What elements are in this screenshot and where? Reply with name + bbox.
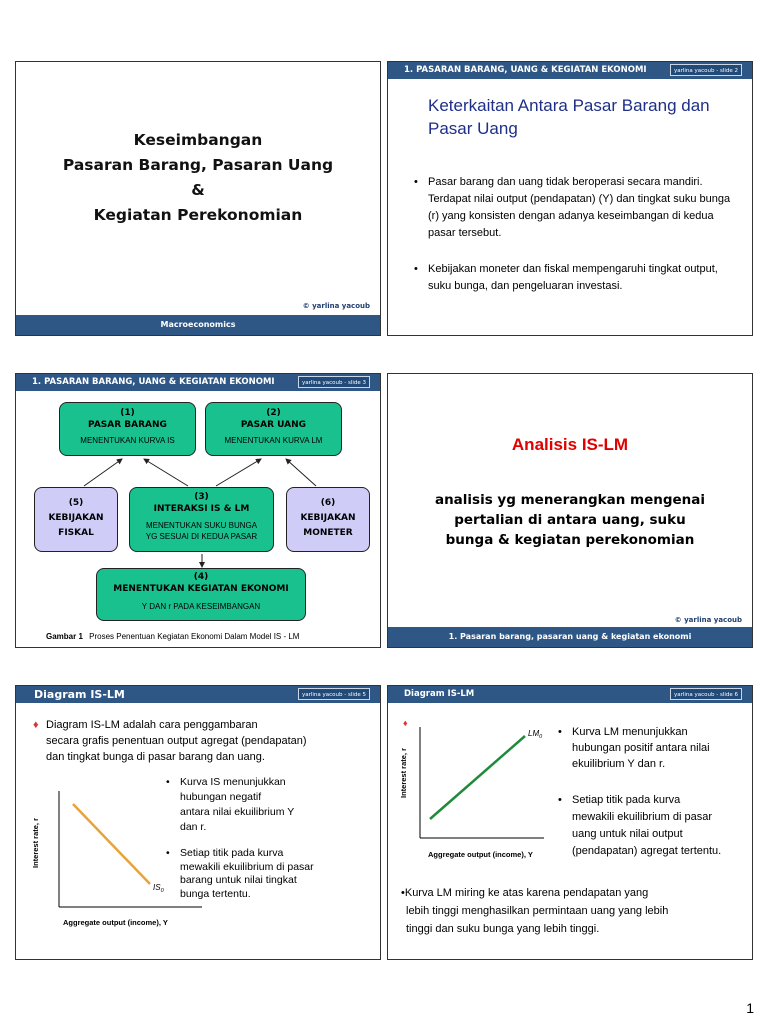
box3-number: (3): [194, 492, 209, 502]
lm-x-axis-label: Aggregate output (income), Y: [428, 850, 533, 859]
slide6-bullet1-line2: hubungan positif antara nilai: [572, 742, 710, 754]
page-number: 1: [746, 1000, 754, 1016]
slide6-bullet-1: [558, 724, 710, 772]
box4-title: MENENTUKAN KEGIATAN EKONOMI: [113, 584, 289, 594]
slide6-bottom-line1: •Kurva LM miring ke atas karena pendapatan yang: [401, 887, 649, 899]
slide6-bottom-line2: lebih tinggi menghasilkan permintaan uang yang lebih: [406, 905, 669, 917]
slide2-bullet-2-text: Kebijakan moneter dan fiskal mempengaruhi tingkat output, suku bunga, dan pengeluaran investasi.: [428, 263, 718, 292]
slide6-bottom-line3: tinggi dan suku bunga yang lebih tinggi.: [406, 923, 600, 935]
box6-number: (6): [320, 498, 336, 508]
slide4-body-line2: pertalian di antara uang, suku: [454, 512, 686, 528]
slide1-copyright: © yarlina yacoub: [302, 302, 370, 310]
figure-caption: [46, 632, 299, 641]
slide2-tag: yarlina yacoub - slide 2: [670, 64, 742, 76]
slide5-bullet2-line3: barang untuk nilai tingkat: [180, 874, 297, 886]
box1-sub: MENENTUKAN KURVA IS: [80, 436, 175, 445]
slide6-bottom-note: [401, 884, 668, 938]
slide2-bullet-2: [414, 261, 738, 295]
slide-4: [387, 373, 753, 648]
bullet-dot: •: [166, 776, 170, 788]
box-pasar-uang: [205, 402, 342, 456]
slide5-bullet2-line1: Setiap titik pada kurva: [180, 847, 284, 859]
slide5-intro-line1: Diagram IS-LM adalah cara penggambaran: [46, 719, 258, 731]
bullet-dot: •: [414, 176, 418, 188]
slide1-title-line2: Pasaran Barang, Pasaran Uang: [62, 156, 334, 174]
slide-6: [387, 685, 753, 960]
box1-title: PASAR BARANG: [88, 420, 167, 430]
lm-y-axis-label: Interest rate, r: [399, 747, 408, 798]
box6-line1: KEBIJAKAN: [300, 513, 356, 523]
slide2-title: Keterkaitan Antara Pasar Barang dan Pasar Uang: [428, 96, 710, 138]
slide6-bullet-2: [558, 792, 722, 860]
figure-caption-text: Proses Penentuan Kegiatan Ekonomi Dalam Model IS - LM: [89, 632, 300, 641]
slide4-body-line3: bunga & kegiatan perekonomian: [445, 532, 695, 548]
slide-1: [15, 61, 381, 336]
bullet-dot: •: [558, 726, 562, 738]
bullet-dot: •: [166, 847, 170, 859]
is-curve-label-main: IS: [153, 883, 161, 892]
slide1-footer: Macroeconomics: [16, 315, 380, 335]
box6-line2: MONETER: [303, 528, 353, 538]
diamond-bullet-icon: ♦: [33, 719, 39, 731]
slide2-header: [388, 62, 752, 79]
slide5-intro-line2: secara grafis penentuan output agregat (pendapatan): [46, 735, 307, 747]
box5-line1: KEBIJAKAN: [48, 513, 104, 523]
box2-number: (2): [266, 408, 281, 418]
slide5-bullet1-line4: dan r.: [180, 821, 207, 833]
bullet-dot: •: [414, 263, 418, 275]
slide4-title: Analisis IS-LM: [511, 435, 629, 454]
slide5-intro-line3: dan tingkat bunga di pasar barang dan uang.: [46, 751, 265, 763]
slide-3: [15, 373, 381, 648]
is-x-axis-label: Aggregate output (income), Y: [63, 918, 168, 927]
is-curve: [73, 804, 150, 884]
box-interaksi-is-lm: [129, 487, 274, 552]
slide5-bullet2-line2: mewakili ekuilibrium di pasar: [180, 860, 314, 873]
slide-5: [15, 685, 381, 960]
slide3-header-text: 1. PASARAN BARANG, UANG & KEGIATAN EKONOMI: [32, 377, 275, 387]
box-kegiatan-ekonomi: [96, 568, 306, 621]
is-diagram: [16, 686, 381, 960]
slide2-header-text: 1. PASARAN BARANG, UANG & KEGIATAN EKONOMI: [404, 65, 647, 75]
slide6-bullet1-line1: Kurva LM menunjukkan: [572, 726, 688, 738]
box5-number: (5): [68, 498, 84, 508]
slide1-title-line3: &: [191, 181, 205, 199]
lm-curve-label: [528, 729, 543, 740]
bullet-dot: •: [558, 794, 562, 806]
lm-curve: [430, 736, 525, 819]
box-kebijakan-fiskal: [34, 487, 118, 552]
arrow-6-to-2: [286, 459, 316, 486]
slide6-bullet2-line2: mewakili ekuilibrium di pasar: [572, 811, 712, 823]
slide5-tag: yarlina yacoub - slide 5: [298, 688, 370, 700]
box3-sub1: MENENTUKAN SUKU BUNGA: [145, 521, 258, 530]
slide5-bullet1-line2: hubungan negatif: [180, 791, 262, 803]
box-pasar-barang: [59, 402, 196, 456]
is-curve-label-sub: 0: [160, 888, 164, 894]
slide1-title-line4: Kegiatan Perekonomian: [93, 206, 303, 224]
slide5-bullet1-line1: Kurva IS menunjukkan: [180, 776, 286, 788]
diamond-bullet-icon: ♦: [403, 718, 408, 728]
slide-2: [387, 61, 753, 336]
slide4-footer: 1. Pasaran barang, pasaran uang & kegiatan ekonomi: [388, 627, 752, 647]
lm-curve-label-sub: 0: [539, 734, 543, 740]
slide5-bullet2-line4: bunga tertentu.: [180, 887, 251, 900]
box4-sub: Y DAN r PADA KESEIMBANGAN: [141, 602, 261, 611]
is-y-axis-label: Interest rate, r: [31, 817, 40, 868]
box3-title: INTERAKSI IS & LM: [153, 504, 250, 514]
slide2-bullet-1-text: Pasar barang dan uang tidak beroperasi secara mandiri. Terdapat nilai output (pendapatan) (Y) dan tingkat suku bunga (r) yang konsisten dengan adanya keseimbangan di kedua pasar tersebut.: [428, 176, 731, 239]
arrow-3-to-1: [144, 459, 188, 486]
slide4-copyright: © yarlina yacoub: [674, 616, 742, 624]
slide4-body: [388, 490, 752, 550]
slide6-bullet2-line1: Setiap titik pada kurva: [572, 794, 681, 806]
slide6-tag: yarlina yacoub - slide 6: [670, 688, 742, 700]
arrow-3-to-2: [216, 459, 261, 486]
box-kebijakan-moneter: [286, 487, 370, 552]
box5-line2: FISKAL: [58, 528, 94, 538]
slide5-header-text: Diagram IS-LM: [34, 688, 125, 701]
slide4-body-line1: analisis yg menerangkan mengenai: [434, 492, 706, 508]
slide5-bullet1-line3: antara nilai ekuilibrium Y: [180, 806, 295, 818]
slide6-header-text: Diagram IS-LM: [404, 689, 475, 699]
box2-title: PASAR UANG: [240, 420, 307, 430]
slide1-title-line1: Keseimbangan: [133, 131, 263, 149]
slide6-bullet2-line3: uang untuk nilai output: [572, 828, 683, 840]
box2-sub: MENENTUKAN KURVA LM: [224, 436, 323, 445]
box3-sub2: YG SESUAI DI KEDUA PASAR: [145, 532, 258, 541]
lm-curve-label-main: LM: [528, 729, 540, 738]
box1-number: (1): [120, 408, 135, 418]
slide3-tag: yarlina yacoub - slide 3: [298, 376, 370, 388]
box4-number: (4): [193, 572, 209, 582]
slide6-bullet2-line4: (pendapatan) agregat tertentu.: [572, 845, 722, 857]
figure-caption-label: Gambar 1: [46, 632, 83, 641]
slide2-bullet-1: [414, 174, 738, 242]
is-curve-label: [153, 883, 165, 894]
slide6-bullet1-line3: ekuilibrium Y dan r.: [572, 758, 666, 770]
arrow-5-to-1: [84, 459, 122, 486]
